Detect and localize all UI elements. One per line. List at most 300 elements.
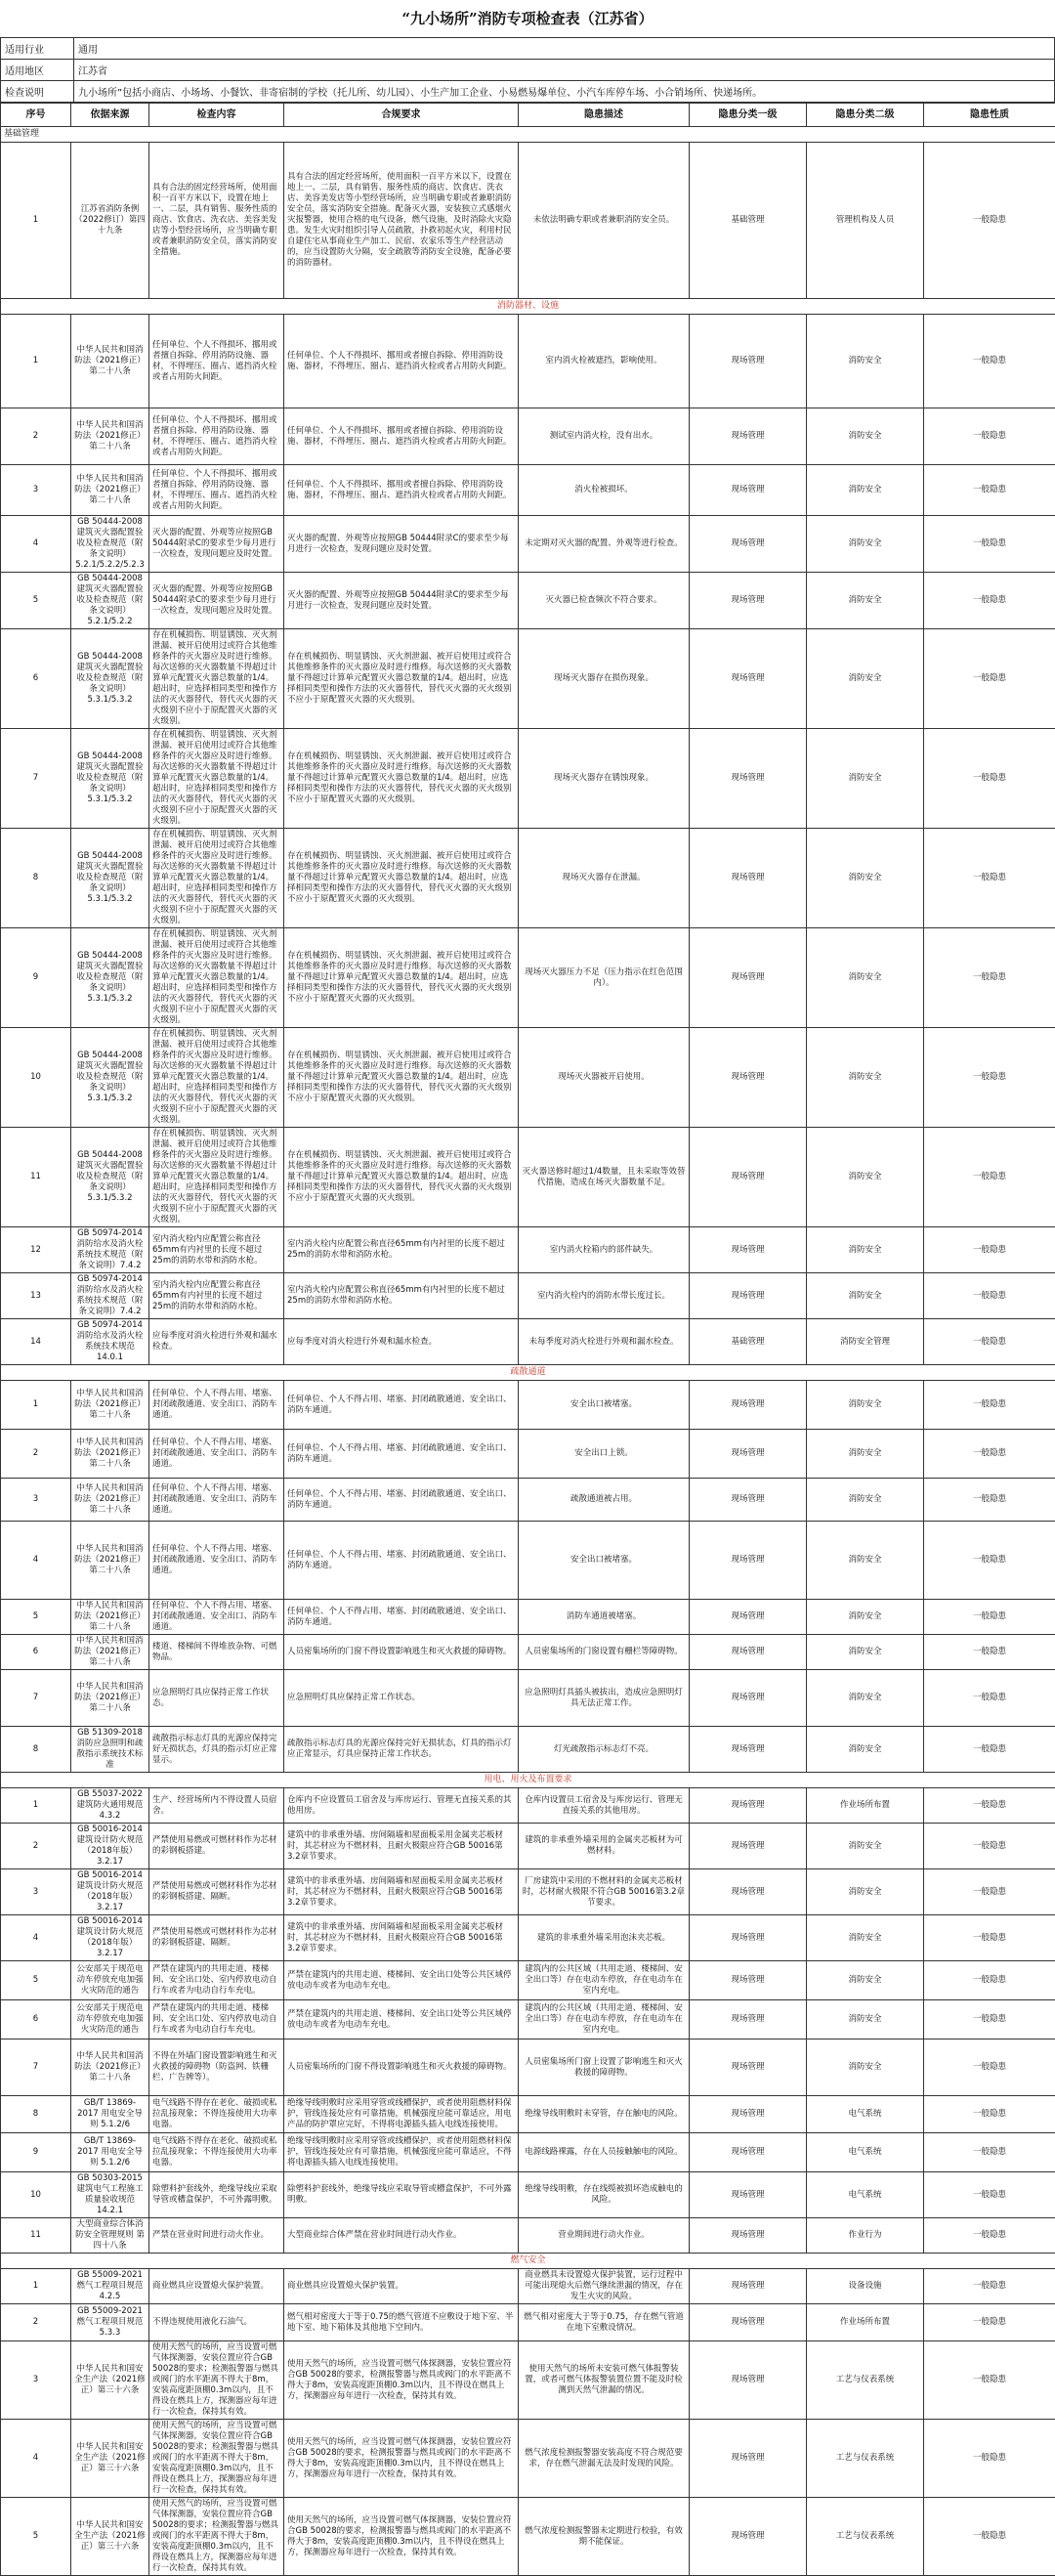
content-cell: 除塑料护套线外，绝缘导线应采取导管或槽盒保护，不可外露明敷。: [149, 2172, 284, 2218]
hazard-cell: 灭火器送修时超过1/4数量，且未采取等效替代措施，造成在场灭火器数量不足。: [519, 1128, 690, 1227]
hazard-cell: 绝缘导线明敷，存在线缆被损坏造成触电的风险。: [519, 2172, 690, 2218]
table-row: [1, 1635, 1055, 1670]
requirement-cell: 疏散指示标志灯具的光源应保持完好无损状态，灯具的指示灯应正常显示，灯具应保持正常工作状态。: [284, 1727, 519, 1773]
requirement-cell: 任何单位、个人不得损坏、挪用或者擅自拆除、停用消防设施、器材，不得埋压、圈占、遮挡消火栓或者占用防火间距。: [284, 408, 519, 465]
basis-cell: GB 50016-2014 建筑设计防火规范（2018年版）3.2.17: [71, 1915, 149, 1961]
table-row: [1, 1824, 1055, 1869]
requirement-cell: 使用天然气的场所，应当设置可燃气体探测器，安装位置应符合GB 50028的要求，检测报警器与燃具或阀门的水平距离不得大于8m，安装高度距顶棚0.3m以内，且不得设在燃具上方，探测器应每年进行一次检查，保持其有效。: [284, 2498, 519, 2576]
nature-cell: 一般隐患: [924, 829, 1055, 928]
basis-cell: 中华人民共和国消防法（2021修正）第二十八条: [71, 2039, 149, 2096]
category1-cell: 现场管理: [690, 573, 807, 629]
table-row: [1, 2096, 1055, 2133]
row-number: 4: [1, 1915, 71, 1961]
requirement-cell: 灭火器的配置、外观等应按照GB 50444附录C的要求至少每月进行一次检查，发现问题应及时处置。: [284, 516, 519, 573]
category2-cell: 消防安全: [807, 2039, 924, 2096]
table-row: [1, 516, 1055, 573]
row-number: 3: [1, 2341, 71, 2420]
category1-cell: 现场管理: [690, 2039, 807, 2096]
requirement-cell: 存在机械损伤、明显锈蚀、灭火剂泄漏、被开启使用过或符合其他维修条件的灭火器应及时进行维修。每次送修的灭火器数量不得超过计算单元配置灭火器总数量的1/4。超出时，应选择相同类型和操作方法的灭火器替代，替代灭火器的灭火级别不应小于原配置灭火器的灭火级别。: [284, 1028, 519, 1128]
requirement-cell: 任何单位、个人不得占用、堵塞、封闭疏散通道、安全出口、消防车通道。: [284, 1522, 519, 1600]
content-cell: 任何单位、个人不得占用、堵塞、封闭疏散通道、安全出口、消防车通道。: [149, 1381, 284, 1430]
content-cell: 任何单位、个人不得占用、堵塞、封闭疏散通道、安全出口、消防车通道。: [149, 1479, 284, 1522]
category2-cell: 消防安全: [807, 573, 924, 629]
content-cell: 任何单位、个人不得占用、堵塞、封闭疏散通道、安全出口、消防车通道。: [149, 1522, 284, 1600]
nature-cell: 一般隐患: [924, 1381, 1055, 1430]
content-cell: 灭火器的配置、外观等应按照GB 50444附录C的要求至少每月进行一次检查，发现问题应及时处置。: [149, 573, 284, 629]
content-cell: 应每季度对消火栓进行外观和漏水检查。: [149, 1319, 284, 1365]
category1-cell: 现场管理: [690, 2096, 807, 2133]
category2-cell: 消防安全: [807, 2000, 924, 2039]
info-row: [1, 38, 1055, 60]
hazard-cell: 未每季度对消火栓进行外观和漏水检查。: [519, 1319, 690, 1365]
requirement-cell: 商业燃具应设置熄火保护装置。: [284, 2269, 519, 2304]
row-number: 9: [1, 928, 71, 1028]
content-cell: 应急照明灯具应保持正常工作状态。: [149, 1670, 284, 1727]
basis-cell: GB 50974-2014 消防给水及消火栓系统技术规范（附条文说明）7.4.2: [71, 1227, 149, 1273]
basis-cell: GB 51309-2018 消防应急照明和疏散指示系统技术标准: [71, 1727, 149, 1773]
nature-cell: 一般隐患: [924, 2269, 1055, 2304]
table-row: [1, 1727, 1055, 1773]
category2-cell: 管理机构及人员: [807, 143, 924, 299]
basis-cell: 中华人民共和国安全生产法（2021修正）第三十六条: [71, 2420, 149, 2498]
nature-cell: 一般隐患: [924, 2420, 1055, 2498]
row-number: 14: [1, 1319, 71, 1365]
column-header: 检查内容: [149, 104, 284, 127]
basis-cell: GB 50016-2014 建筑设计防火规范（2018年版）3.2.17: [71, 1824, 149, 1869]
category1-cell: 现场管理: [690, 1273, 807, 1319]
requirement-cell: 严禁在建筑内的共用走道、楼梯间、安全出口处等公共区域停放电动车或者为电动车充电。: [284, 2000, 519, 2039]
table-row: [1, 1319, 1055, 1365]
basis-cell: GB/T 13869-2017 用电安全导则 5.1.2/6: [71, 2096, 149, 2133]
category2-cell: 消防安全: [807, 1430, 924, 1479]
basis-cell: GB 50444-2008 建筑灭火器配置验收及检查规范（附条文说明）5.3.1/5.3.2: [71, 729, 149, 829]
basis-cell: 中华人民共和国消防法（2021修正）第二十八条: [71, 465, 149, 516]
nature-cell: 一般隐患: [924, 2218, 1055, 2254]
basis-cell: 中华人民共和国消防法（2021修正）第二十八条: [71, 408, 149, 465]
content-cell: 使用天然气的场所，应当设置可燃气体探测器，安装位置应符合GB 50028的要求；检测报警器与燃具或阀门的水平距离不得大于8m，安装高度距顶棚0.3m以内，且不得设在燃具上方，探测器应每年进行一次检查，保持其有效。: [149, 2341, 284, 2420]
section-title: 基础管理: [1, 127, 1055, 143]
basis-cell: 中华人民共和国安全生产法（2021修正）第三十六条: [71, 2341, 149, 2420]
table-row: [1, 729, 1055, 829]
content-cell: 任何单位、个人不得占用、堵塞、封闭疏散通道、安全出口、消防车通道。: [149, 1430, 284, 1479]
requirement-cell: 灭火器的配置、外观等应按照GB 50444附录C的要求至少每月进行一次检查，发现问题应及时处置。: [284, 573, 519, 629]
content-cell: 严禁在营业时间进行动火作业。: [149, 2218, 284, 2254]
category2-cell: 消防安全: [807, 1635, 924, 1670]
basis-cell: 中华人民共和国安全生产法（2021修正）第三十六条: [71, 2498, 149, 2576]
hazard-cell: 灭火器已检查频次不符合要求。: [519, 573, 690, 629]
basis-cell: GB 50303-2015 建筑电气工程施工质量验收规范 14.2.1: [71, 2172, 149, 2218]
category2-cell: 消防安全: [807, 1381, 924, 1430]
category1-cell: 现场管理: [690, 2000, 807, 2039]
row-number: 8: [1, 829, 71, 928]
hazard-cell: 商业燃具未设置熄火保护装置，运行过程中可能出现熄火后燃气继续泄漏的情况，存在发生火灾的风险。: [519, 2269, 690, 2304]
info-value: 九小场所”包括小商店、小场场、小餐饮、非寄宿制的学校（托儿所、幼儿园）、小生产加工企业、小易燃易爆单位、小汽车库停车场、小合销场所、快递场所。: [74, 81, 1055, 103]
column-header: 隐患分类二级: [807, 104, 924, 127]
section-row: [1, 2254, 1055, 2269]
nature-cell: 一般隐患: [924, 465, 1055, 516]
category1-cell: 现场管理: [690, 1479, 807, 1522]
hazard-cell: 未依法明确专职或者兼职消防安全员。: [519, 143, 690, 299]
row-number: 7: [1, 2039, 71, 2096]
basis-cell: 中华人民共和国消防法（2021修正）第二十八条: [71, 1430, 149, 1479]
row-number: 2: [1, 408, 71, 465]
hazard-cell: 燃气浓度检测报警器未定期进行校验，有效期不能保证。: [519, 2498, 690, 2576]
nature-cell: 一般隐患: [924, 2172, 1055, 2218]
requirement-cell: 使用天然气的场所，应当设置可燃气体探测器，安装位置应符合GB 50028的要求，检测报警器与燃具或阀门的水平距离不得大于8m，安装高度距顶棚0.3m以内，且不得设在燃具上方，探测器应每年进行一次检查，保持其有效。: [284, 2420, 519, 2498]
content-cell: 商业燃具应设置熄火保护装置。: [149, 2269, 284, 2304]
table-row: [1, 2039, 1055, 2096]
category2-cell: 设备设施: [807, 2269, 924, 2304]
category1-cell: 现场管理: [690, 729, 807, 829]
requirement-cell: 室内消火栓内应配置公称直径65mm有内衬里的长度不超过25m的消防水带和消防水枪。: [284, 1227, 519, 1273]
nature-cell: 一般隐患: [924, 1273, 1055, 1319]
nature-cell: 一般隐患: [924, 1227, 1055, 1273]
category1-cell: 现场管理: [690, 516, 807, 573]
nature-cell: 一般隐患: [924, 1430, 1055, 1479]
section-title: 用电、用火及布置要求: [1, 1773, 1055, 1788]
table-row: [1, 1028, 1055, 1128]
hazard-cell: 未定期对灭火器的配置、外观等进行检查。: [519, 516, 690, 573]
category2-cell: 消防安全: [807, 1227, 924, 1273]
category2-cell: 消防安全: [807, 465, 924, 516]
category2-cell: 消防安全: [807, 928, 924, 1028]
hazard-cell: 现场灭火器存在锈蚀现象。: [519, 729, 690, 829]
content-cell: 楼道、楼梯间不得堆放杂物、可燃物品。: [149, 1635, 284, 1670]
content-cell: 存在机械损伤、明显锈蚀、灭火剂泄漏、被开启使用过或符合其他维修条件的灭火器应及时进行维修。每次送修的灭火器数量不得超过计算单元配置灭火器总数量的1/4。超出时，应选择相同类型和操作方法的灭火器替代，替代灭火器的灭火级别不应小于原配置灭火器的灭火级别。: [149, 928, 284, 1028]
basis-cell: 中华人民共和国消防法（2021修正）第二十八条: [71, 315, 149, 408]
table-row: [1, 315, 1055, 408]
requirement-cell: 存在机械损伤、明显锈蚀、灭火剂泄漏、被开启使用过或符合其他维修条件的灭火器应及时进行维修。每次送修的灭火器数量不得超过计算单元配置灭火器总数量的1/4。超出时，应选择相同类型和操作方法的灭火器替代，替代灭火器的灭火级别不应小于原配置灭火器的灭火级别。: [284, 829, 519, 928]
nature-cell: 一般隐患: [924, 1128, 1055, 1227]
hazard-cell: 建筑的非承重外墙采用的金属夹芯板材为可燃材料。: [519, 1824, 690, 1869]
content-cell: 存在机械损伤、明显锈蚀、灭火剂泄漏、被开启使用过或符合其他维修条件的灭火器应及时进行维修。每次送修的灭火器数量不得超过计算单元配置灭火器总数量的1/4。超出时，应选择相同类型和操作方法的灭火器替代，替代灭火器的灭火级别不应小于原配置灭火器的灭火级别。: [149, 729, 284, 829]
content-cell: 严禁在建筑内的共用走道、楼梯间、安全出口处、室内停放电动自行车或者为电动自行车充电。: [149, 1961, 284, 2000]
row-number: 13: [1, 1273, 71, 1319]
requirement-cell: 存在机械损伤、明显锈蚀、灭火剂泄漏、被开启使用过或符合其他维修条件的灭火器应及时进行维修。每次送修的灭火器数量不得超过计算单元配置灭火器总数量的1/4。超出时，应选择相同类型和操作方法的灭火器替代，替代灭火器的灭火级别不应小于原配置灭火器的灭火级别。: [284, 1128, 519, 1227]
nature-cell: 一般隐患: [924, 1028, 1055, 1128]
table-row: [1, 928, 1055, 1028]
category1-cell: 现场管理: [690, 1915, 807, 1961]
nature-cell: 一般隐患: [924, 516, 1055, 573]
content-cell: 灭火器的配置、外观等应按照GB 50444附录C的要求至少每月进行一次检查，发现问题应及时处置。: [149, 516, 284, 573]
nature-cell: 一般隐患: [924, 1670, 1055, 1727]
hazard-cell: 燃气相对密度大于等于0.75，存在燃气管道在地下室敷设情况。: [519, 2304, 690, 2341]
basis-cell: 江苏省消防条例（2022修订）第四十九条: [71, 143, 149, 299]
requirement-cell: 建筑中的非承重外墙、房间隔墙和屋面板采用金属夹芯板材时，其芯材应为不燃材料，且耐火极限应符合GB 50016第3.2章节要求。: [284, 1915, 519, 1961]
row-number: 2: [1, 1430, 71, 1479]
table-row: [1, 465, 1055, 516]
category2-cell: 消防安全: [807, 516, 924, 573]
content-cell: 电气线路不得存在老化、破损或私拉乱接现象；不得连接使用大功率电器。: [149, 2096, 284, 2133]
basis-cell: GB 50016-2014 建筑设计防火规范（2018年版）3.2.17: [71, 1869, 149, 1915]
nature-cell: 一般隐患: [924, 1915, 1055, 1961]
category1-cell: 现场管理: [690, 2133, 807, 2172]
info-value: 通用: [74, 38, 1055, 60]
content-cell: 不得违规使用液化石油气。: [149, 2304, 284, 2341]
basis-cell: GB 50444-2008 建筑灭火器配置验收及检查规范（附条文说明）5.2.1/5.2.2/5.2.3: [71, 516, 149, 573]
table-row: [1, 1381, 1055, 1430]
requirement-cell: 严禁在建筑内的共用走道、楼梯间、安全出口处等公共区域停放电动车或者为电动车充电。: [284, 1961, 519, 2000]
document-title: “九小场所”消防专项检查表（江苏省）: [0, 0, 1055, 37]
requirement-cell: 应急照明灯具应保持正常工作状态。: [284, 1670, 519, 1727]
checklist-table: [0, 103, 1055, 2576]
requirement-cell: 绝缘导线明敷时应采用穿管或线槽保护，或者使用阻燃材料保护，管线连接处应有可靠措施，机械强度应能可靠适应，不得将电源插头插入电线连接使用。: [284, 2133, 519, 2172]
hazard-cell: 应急照明灯具插头被拔出，造成应急照明灯具无法正常工作。: [519, 1670, 690, 1727]
row-number: 3: [1, 465, 71, 516]
category1-cell: 现场管理: [690, 1128, 807, 1227]
basis-cell: GB 50974-2014 消防给水及消火栓系统技术规范（附条文说明）7.4.2: [71, 1273, 149, 1319]
table-row: [1, 1961, 1055, 2000]
hazard-cell: 营业期间进行动火作业。: [519, 2218, 690, 2254]
category1-cell: 现场管理: [690, 1522, 807, 1600]
nature-cell: 一般隐患: [924, 1635, 1055, 1670]
nature-cell: 一般隐患: [924, 1479, 1055, 1522]
table-row: [1, 1479, 1055, 1522]
category2-cell: 消防安全: [807, 1028, 924, 1128]
category2-cell: 工艺与仪表系统: [807, 2420, 924, 2498]
category2-cell: 消防安全管理: [807, 1319, 924, 1365]
nature-cell: 一般隐患: [924, 2304, 1055, 2341]
hazard-cell: 现场灭火器被开启使用。: [519, 1028, 690, 1128]
hazard-cell: 疏散通道被占用。: [519, 1479, 690, 1522]
hazard-cell: 消防车通道被堵塞。: [519, 1600, 690, 1635]
basis-cell: 中华人民共和国消防法（2021修正）第二十八条: [71, 1522, 149, 1600]
content-cell: 存在机械损伤、明显锈蚀、灭火剂泄漏、被开启使用过或符合其他维修条件的灭火器应及时进行维修。每次送修的灭火器数量不得超过计算单元配置灭火器总数量的1/4。超出时，应选择相同类型和操作方法的灭火器替代，替代灭火器的灭火级别不应小于原配置灭火器的灭火级别。: [149, 1028, 284, 1128]
category2-cell: 消防安全: [807, 1273, 924, 1319]
requirement-cell: 存在机械损伤、明显锈蚀、灭火剂泄漏、被开启使用过或符合其他维修条件的灭火器应及时进行维修。每次送修的灭火器数量不得超过计算单元配置灭火器总数量的1/4。超出时，应选择相同类型和操作方法的灭火器替代，替代灭火器的灭火级别不应小于原配置灭火器的灭火级别。: [284, 729, 519, 829]
nature-cell: 一般隐患: [924, 1727, 1055, 1773]
row-number: 4: [1, 1522, 71, 1600]
row-number: 5: [1, 2498, 71, 2576]
category2-cell: 消防安全: [807, 1915, 924, 1961]
section-row: [1, 299, 1055, 315]
category2-cell: 电气系统: [807, 2096, 924, 2133]
info-row: [1, 60, 1055, 81]
category2-cell: 消防安全: [807, 1479, 924, 1522]
basis-cell: GB 50444-2008 建筑灭火器配置验收及检查规范（附条文说明）5.3.1/5.3.2: [71, 928, 149, 1028]
hazard-cell: 仓库内设置员工宿舍及与库房运行、管理无直接关系的其他用房。: [519, 1788, 690, 1824]
category1-cell: 现场管理: [690, 408, 807, 465]
row-number: 2: [1, 1824, 71, 1869]
nature-cell: 一般隐患: [924, 143, 1055, 299]
category1-cell: 基础管理: [690, 1319, 807, 1365]
hazard-cell: 测试室内消火栓，没有出水。: [519, 408, 690, 465]
row-number: 1: [1, 143, 71, 299]
hazard-cell: 绝缘导线明敷时未穿管，存在触电的风险。: [519, 2096, 690, 2133]
category1-cell: 现场管理: [690, 2172, 807, 2218]
category1-cell: 现场管理: [690, 1670, 807, 1727]
category1-cell: 现场管理: [690, 465, 807, 516]
requirement-cell: 任何单位、个人不得占用、堵塞、封闭疏散通道、安全出口、消防车通道。: [284, 1479, 519, 1522]
info-label: 适用行业: [1, 38, 74, 60]
content-cell: 具有合法的固定经营场所，使用面积一百平方米以下，设置在地上一、二层，具有销售、服务性质的商店、饮食店、洗衣店、美容美发店等小型经营场所，应当明确专职或者兼职消防安全员，落实消防安全措施。: [149, 143, 284, 299]
category2-cell: 作业场所布置: [807, 1788, 924, 1824]
content-cell: 室内消火栓内应配置公称直径65mm有内衬里的长度不超过25m的消防水带和消防水枪。: [149, 1227, 284, 1273]
table-row: [1, 2218, 1055, 2254]
requirement-cell: 仓库内不应设置员工宿舍及与库房运行、管理无直接关系的其他用房。: [284, 1788, 519, 1824]
category1-cell: 现场管理: [690, 1381, 807, 1430]
category1-cell: 现场管理: [690, 1727, 807, 1773]
table-row: [1, 408, 1055, 465]
hazard-cell: 厂房建筑中采用的不燃材料的金属夹芯板材时，芯材耐火极限不符合GB 50016第3.2章节要求。: [519, 1869, 690, 1915]
nature-cell: 一般隐患: [924, 2039, 1055, 2096]
content-cell: 任何单位、个人不得损坏、挪用或者擅自拆除、停用消防设施、器材，不得埋压、圈占、遮挡消火栓或者占用防火间距。: [149, 465, 284, 516]
basis-cell: GB 55009-2021 燃气工程项目规范 4.2.5: [71, 2269, 149, 2304]
basis-cell: GB 50444-2008 建筑灭火器配置验收及检查规范（附条文说明）5.3.1/5.3.2: [71, 1128, 149, 1227]
basis-cell: GB 50974-2014 消防给水及消火栓系统技术规范14.0.1: [71, 1319, 149, 1365]
nature-cell: 一般隐患: [924, 573, 1055, 629]
hazard-cell: 安全出口上锁。: [519, 1430, 690, 1479]
category2-cell: 工艺与仪表系统: [807, 2498, 924, 2576]
content-cell: 存在机械损伤、明显锈蚀、灭火剂泄漏、被开启使用过或符合其他维修条件的灭火器应及时进行维修。每次送修的灭火器数量不得超过计算单元配置灭火器总数量的1/4。超出时，应选择相同类型和操作方法的灭火器替代，替代灭火器的灭火级别不应小于原配置灭火器的灭火级别。: [149, 829, 284, 928]
content-cell: 严禁在建筑内的共用走道、楼梯间、安全出口处、室内停放电动自行车或者为电动自行车充电。: [149, 2000, 284, 2039]
row-number: 5: [1, 1961, 71, 2000]
hazard-cell: 灯光疏散指示标志灯不亮。: [519, 1727, 690, 1773]
requirement-cell: 人员密集场所的门窗不得设置影响逃生和灭火救援的障碍物。: [284, 1635, 519, 1670]
category1-cell: 现场管理: [690, 629, 807, 729]
basis-cell: 中华人民共和国消防法（2021修正）第二十八条: [71, 1381, 149, 1430]
nature-cell: 一般隐患: [924, 629, 1055, 729]
basis-cell: 公安部关于规范电动车停放充电加强火灾防范的通告: [71, 1961, 149, 2000]
content-cell: 严禁使用易燃或可燃材料作为芯材的彩钢板搭建、隔断。: [149, 1869, 284, 1915]
nature-cell: 一般隐患: [924, 1869, 1055, 1915]
nature-cell: 一般隐患: [924, 1319, 1055, 1365]
table-row: [1, 1227, 1055, 1273]
table-row: [1, 2133, 1055, 2172]
category2-cell: 消防安全: [807, 1869, 924, 1915]
info-table: [0, 37, 1055, 103]
row-number: 5: [1, 1600, 71, 1635]
category2-cell: 工艺与仪表系统: [807, 2341, 924, 2420]
category2-cell: 消防安全: [807, 629, 924, 729]
hazard-cell: 现场灭火器压力不足（压力指示在红色范围内）。: [519, 928, 690, 1028]
content-cell: 任何单位、个人不得损坏、挪用或者擅自拆除、停用消防设施、器材，不得埋压、圈占、遮挡消火栓或者占用防火间距。: [149, 408, 284, 465]
table-row: [1, 1273, 1055, 1319]
requirement-cell: 大型商业综合体严禁在营业时间进行动火作业。: [284, 2218, 519, 2254]
hazard-cell: 现场灭火器存在泄漏。: [519, 829, 690, 928]
row-number: 3: [1, 1479, 71, 1522]
category1-cell: 现场管理: [690, 2269, 807, 2304]
nature-cell: 一般隐患: [924, 2498, 1055, 2576]
row-number: 7: [1, 1670, 71, 1727]
row-number: 5: [1, 573, 71, 629]
row-number: 10: [1, 1028, 71, 1128]
nature-cell: 一般隐患: [924, 1522, 1055, 1600]
requirement-cell: 任何单位、个人不得占用、堵塞、封闭疏散通道、安全出口、消防车通道。: [284, 1600, 519, 1635]
basis-cell: 中华人民共和国消防法（2021修正）第二十八条: [71, 1600, 149, 1635]
category1-cell: 基础管理: [690, 143, 807, 299]
content-cell: 严禁使用易燃或可燃材料作为芯材的彩钢板搭建、隔断。: [149, 1915, 284, 1961]
info-label: 检查说明: [1, 81, 74, 103]
table-row: [1, 1788, 1055, 1824]
table-row: [1, 1128, 1055, 1227]
nature-cell: 一般隐患: [924, 1600, 1055, 1635]
table-row: [1, 629, 1055, 729]
content-cell: 任何单位、个人不得损坏、挪用或者擅自拆除、停用消防设施、器材，不得埋压、圈占、遮挡消火栓或者占用防火间距。: [149, 315, 284, 408]
row-number: 1: [1, 315, 71, 408]
basis-cell: 大型商业综合体消防安全管理规则 第四十八条: [71, 2218, 149, 2254]
hazard-cell: 建筑内的公共区域（共用走道、楼梯间、安全出口等）存在电动车停放，存在电动车在室内充电。: [519, 2000, 690, 2039]
section-title: 燃气安全: [1, 2254, 1055, 2269]
hazard-cell: 建筑的非承重外墙采用泡沫夹芯板。: [519, 1915, 690, 1961]
category2-cell: 消防安全: [807, 1600, 924, 1635]
column-header: 合规要求: [284, 104, 519, 127]
table-row: [1, 2420, 1055, 2498]
table-row: [1, 829, 1055, 928]
basis-cell: 中华人民共和国消防法（2021修正）第二十八条: [71, 1635, 149, 1670]
section-row: [1, 1365, 1055, 1381]
table-row: [1, 1430, 1055, 1479]
table-row: [1, 2498, 1055, 2576]
basis-cell: GB 50444-2008 建筑灭火器配置验收及检查规范（附条文说明）5.3.1/5.3.2: [71, 1028, 149, 1128]
requirement-cell: 具有合法的固定经营场所，使用面积一百平方米以下，设置在地上一、二层，具有销售、服务性质的商店、饮食店、洗衣店、美容美发店等小型经营场所，应当明确专职或者兼职消防安全员，落实消防安全措施。配备灭火器，安装独立式感烟火灾报警器，使用合格的电气设备，燃气设施，及时消除火灾隐患。发生火灾时组织引导人员疏散，扑救初起火灾，利用村民自建住宅从事商业生产加工、民宿、农家乐等生产经营活动的，应当设置防火分隔，安全疏散等消防安全设施，配备必要的消防器材。: [284, 143, 519, 299]
table-row: [1, 1600, 1055, 1635]
table-row: [1, 573, 1055, 629]
category1-cell: 现场管理: [690, 928, 807, 1028]
category1-cell: 现场管理: [690, 829, 807, 928]
row-number: 1: [1, 1381, 71, 1430]
content-cell: 电气线路不得存在老化、破损或私拉乱接现象；不得连接使用大功率电器。: [149, 2133, 284, 2172]
hazard-cell: 建筑内的公共区域（共用走道、楼梯间、安全出口等）存在电动车停放，存在电动车在室内充电。: [519, 1961, 690, 2000]
info-row: [1, 81, 1055, 103]
nature-cell: 一般隐患: [924, 315, 1055, 408]
category2-cell: 消防安全: [807, 1961, 924, 2000]
category2-cell: 消防安全: [807, 408, 924, 465]
content-cell: 不得在外墙门窗设置影响逃生和灭火救援的障碍物（防盗网、铁栅栏、广告牌等）。: [149, 2039, 284, 2096]
category2-cell: 消防安全: [807, 315, 924, 408]
category1-cell: 现场管理: [690, 1430, 807, 1479]
nature-cell: 一般隐患: [924, 2000, 1055, 2039]
table-row: [1, 1869, 1055, 1915]
table-row: [1, 2269, 1055, 2304]
requirement-cell: 室内消火栓内应配置公称直径65mm有内衬里的长度不超过25m的消防水带和消防水枪。: [284, 1273, 519, 1319]
requirement-cell: 应每季度对消火栓进行外观和漏水检查。: [284, 1319, 519, 1365]
row-number: 2: [1, 2304, 71, 2341]
category1-cell: 现场管理: [690, 1869, 807, 1915]
content-cell: 室内消火栓内应配置公称直径65mm有内衬里的长度不超过25m的消防水带和消防水枪。: [149, 1273, 284, 1319]
hazard-cell: 燃气浓度检测报警器安装高度不符合规范要求，存在燃气泄漏无法及时发现的风险。: [519, 2420, 690, 2498]
row-number: 1: [1, 1788, 71, 1824]
row-number: 8: [1, 2096, 71, 2133]
section-title: 消防器材、设施: [1, 299, 1055, 315]
category1-cell: 现场管理: [690, 2420, 807, 2498]
content-cell: 严禁使用易燃或可燃材料作为芯材的彩钢板搭建。: [149, 1824, 284, 1869]
requirement-cell: 人员密集场所的门窗不得设置影响逃生和灭火救援的障碍物。: [284, 2039, 519, 2096]
category1-cell: 现场管理: [690, 1227, 807, 1273]
requirement-cell: 建筑中的非承重外墙、房间隔墙和屋面板采用金属夹芯板材时，其芯材应为不燃材料，且耐火极限应符合GB 50016第3.2章节要求。: [284, 1824, 519, 1869]
requirement-cell: 存在机械损伤、明显锈蚀、灭火剂泄漏、被开启使用过或符合其他维修条件的灭火器应及时进行维修。每次送修的灭火器数量不得超过计算单元配置灭火器总数量的1/4。超出时，应选择相同类型和操作方法的灭火器替代，替代灭火器的灭火级别不应小于原配置灭火器的灭火级别。: [284, 928, 519, 1028]
row-number: 7: [1, 729, 71, 829]
nature-cell: 一般隐患: [924, 2096, 1055, 2133]
requirement-cell: 绝缘导线明敷时应采用穿管或线槽保护，或者使用阻燃材料保护，管线连接处应有可靠措施，机械强度应能可靠适应，用电产品的防护罩应完好，不得将电源插头插入电线连接使用。: [284, 2096, 519, 2133]
basis-cell: GB 50444-2008 建筑灭火器配置验收及检查规范（附条文说明）5.2.1/5.2.2: [71, 573, 149, 629]
column-header: 依据来源: [71, 104, 149, 127]
column-header: 隐患分类一级: [690, 104, 807, 127]
basis-cell: 公安部关于规范电动车停放充电加强火灾防范的通告: [71, 2000, 149, 2039]
content-cell: 使用天然气的场所，应当设置可燃气体探测器，安装位置应符合GB 50028的要求；检测报警器与燃具或阀门的水平距离不得大于8m，安装高度距顶棚0.3m以内，且不得设在燃具上方，探测器应每年进行一次检查，保持其有效。: [149, 2498, 284, 2576]
table-header-row: [1, 104, 1055, 127]
content-cell: 存在机械损伤、明显锈蚀、灭火剂泄漏、被开启使用过或符合其他维修条件的灭火器应及时进行维修。每次送修的灭火器数量不得超过计算单元配置灭火器总数量的1/4。超出时，应选择相同类型和操作方法的灭火器替代，替代灭火器的灭火级别不应小于原配置灭火器的灭火级别。: [149, 1128, 284, 1227]
basis-cell: GB 55009-2021 燃气工程项目规范 5.3.3: [71, 2304, 149, 2341]
category1-cell: 现场管理: [690, 1824, 807, 1869]
category2-cell: 消防安全: [807, 1670, 924, 1727]
category2-cell: 消防安全: [807, 1522, 924, 1600]
table-row: [1, 1522, 1055, 1600]
info-value: 江苏省: [74, 60, 1055, 81]
requirement-cell: 任何单位、个人不得占用、堵塞、封闭疏散通道、安全出口、消防车通道。: [284, 1381, 519, 1430]
info-label: 适用地区: [1, 60, 74, 81]
table-row: [1, 2304, 1055, 2341]
